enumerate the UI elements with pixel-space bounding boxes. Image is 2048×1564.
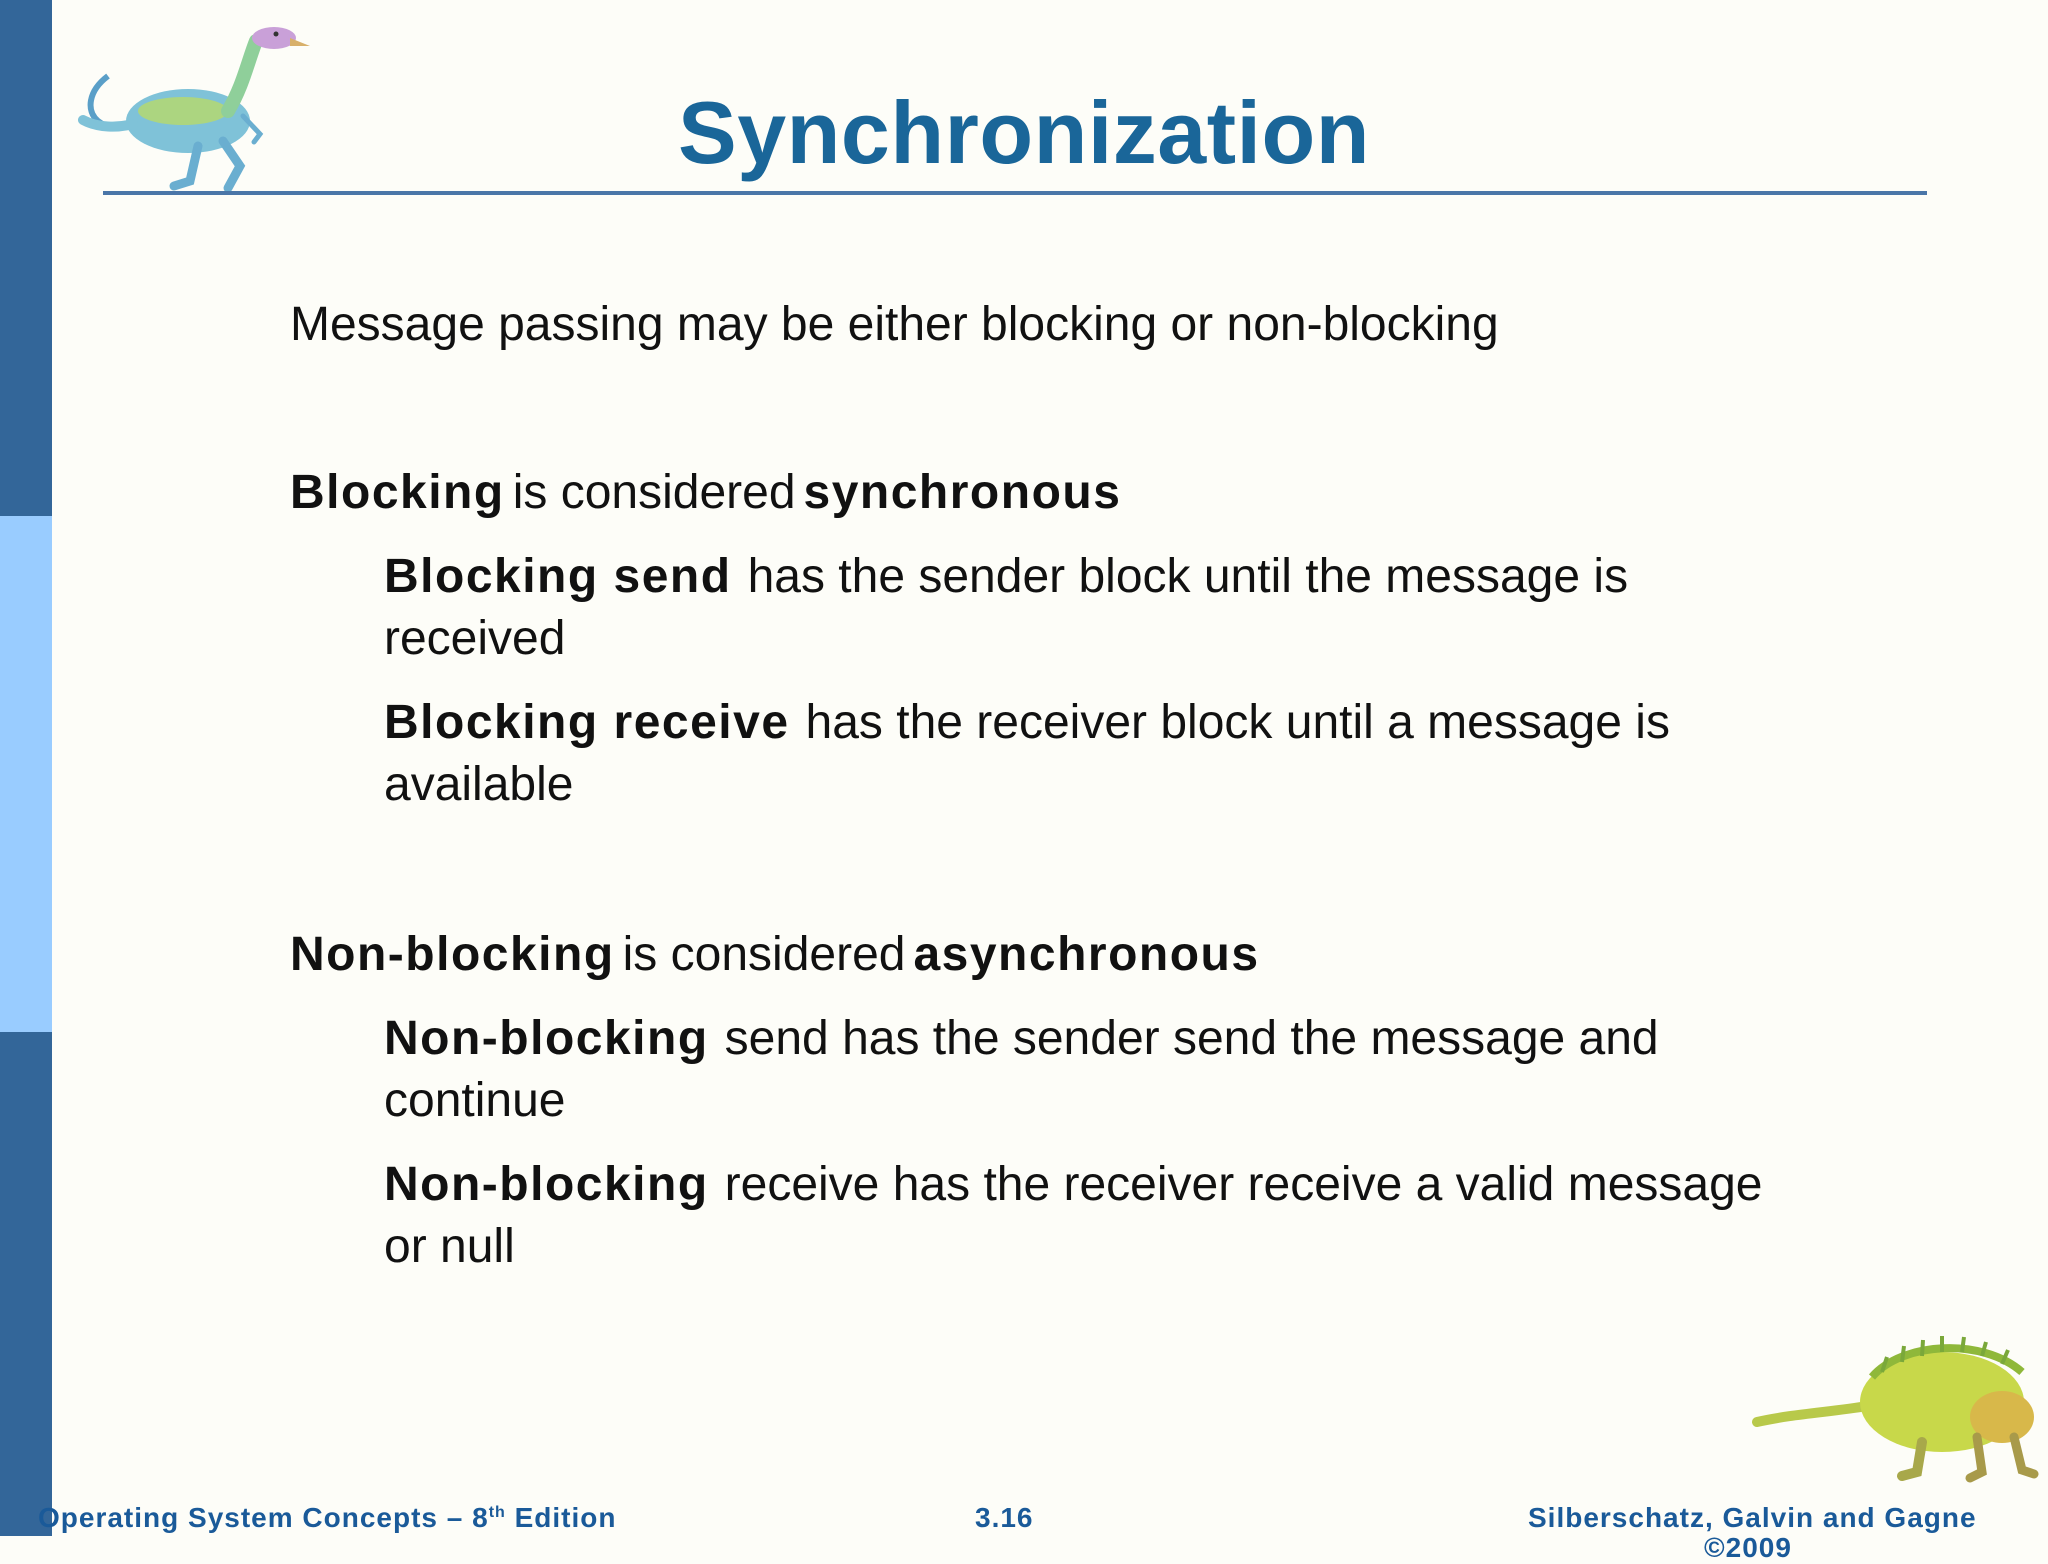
nonblocking-send-text: send has the sender send the message and continue [384,1012,1659,1127]
footer-book-title [38,1502,616,1534]
blocking-receive-item [384,692,1804,816]
footer-authors: Silberschatz, Galvin and Gagne [1528,1502,1977,1533]
blocking-send-term: Blocking send [384,550,732,603]
slide-title: Synchronization [678,83,1370,182]
blocking-send-text: has the sender block until the message is received [384,550,1629,665]
blocking-heading [290,462,1890,524]
nonblocking-receive-item [384,1154,1804,1278]
footer-book-prefix: Operating System Concepts – 8 [38,1502,489,1533]
blocking-kind: synchronous [803,466,1122,519]
nonblocking-heading [290,924,1890,986]
footer-page-number: 3.16 [975,1502,1034,1533]
nonblocking-term: Non-blocking [290,928,615,981]
sidebar-segment-bottom [0,1032,52,1536]
blocking-receive-text: has the receiver block until a message is available [384,696,1670,811]
intro-text: Message passing may be either blocking or non-blocking [290,298,1499,351]
footer-book-suffix: Edition [505,1502,617,1533]
blocking-send-item [384,546,1804,670]
footer-copyright: ©2009 [1704,1532,1792,1563]
nonblocking-kind: asynchronous [913,928,1260,981]
blocking-receive-term: Blocking receive [384,696,790,749]
nonblocking-middle: is considered [622,928,906,981]
sidebar-segment-top [0,0,52,516]
dinosaur-crawling-icon [1752,1322,2042,1482]
nonblocking-receive-text: receive has the receiver receive a valid message or null [384,1158,1763,1273]
footer-book-sup: th [488,1504,506,1521]
nonblocking-send-item [384,1008,1804,1132]
blocking-term: Blocking [290,466,505,519]
sidebar-segment-middle [0,516,52,1032]
title-divider [103,191,1927,195]
nonblocking-send-term: Non-blocking [384,1012,709,1065]
left-sidebar-bar [0,0,52,1536]
nonblocking-receive-term: Non-blocking [384,1158,709,1211]
blocking-middle: is considered [512,466,796,519]
